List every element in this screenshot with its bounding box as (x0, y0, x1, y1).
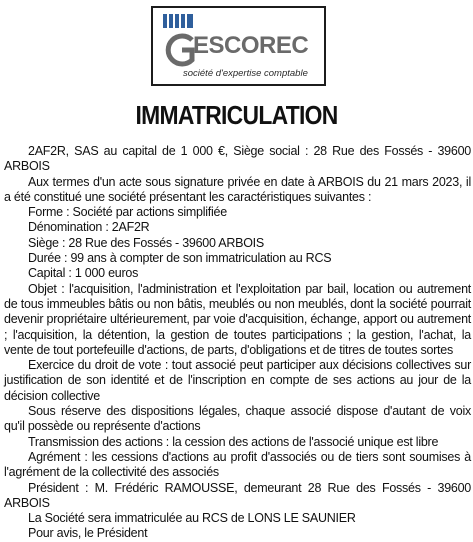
notice-title: IMMATRICULATION (135, 100, 338, 130)
registered-office-line: Siège : 28 Rue des Fossés - 39600 ARBOIS (28, 235, 264, 250)
approval-paragraph: Agrément : les cessions d'actions au profit d'associés ou de tiers sont soumises à l'agrément de la collectivité des associés (4, 449, 471, 480)
company-header-line: 2AF2R, SAS au capital de 1 000 €, Siège social : 28 Rue des Fossés - 39600 ARBOIS (4, 144, 471, 174)
purpose-paragraph: Objet : l'acquisition, l'administration et l'exploitation par bail, location ou autrement de tous immeubles bâtis ou non bâtis, meublés ou non meublés, dont la société pourrait devenir propriétaire ultérieurement, par voie d'acquisition, échange, apport ou autrement ; l'acquisition, la détention, la gestion de toutes participations ; la gestion, l'achat, la vente de tout portefeuille d'actions, de parts, d'obligations et de titres de toutes sortes (4, 281, 471, 357)
company-logo (151, 6, 326, 86)
duration-line: Durée : 99 ans à compter de son immatriculation au RCS (28, 251, 332, 266)
president-paragraph: Président : M. Frédéric RAMOUSSE, demeurant 28 Rue des Fossés - 39600 ARBOIS (4, 480, 471, 510)
votes-paragraph: Sous réserve des dispositions légales, chaque associé dispose d'autant de voix qu'il possède ou représente d'actions (4, 404, 471, 434)
registration-line: La Société sera immatriculée au RCS de LONS LE SAUNIER (28, 511, 356, 526)
voting-rights-paragraph: Exercice du droit de vote : tout associé peut participer aux décisions collectives sur justification de son identité et de l'inscription en compte de ses actions au jour de la décision collective (4, 358, 471, 403)
capital-line: Capital : 1 000 euros (28, 266, 139, 281)
logo-tagline: société d'expertise comptable (183, 68, 308, 79)
form-line: Forme : Société par actions simplifiée (28, 205, 227, 220)
share-transfer-line: Transmission des actions : la cession des actions de l'associé unique est libre (28, 434, 439, 449)
signature-line: Pour avis, le Président (28, 526, 148, 541)
deed-paragraph: Aux termes d'un acte sous signature privée en date à ARBOIS du 21 mars 2023, il a été constitué une société présentant les caractéristiques suivantes : (4, 174, 471, 204)
logo-wordmark: ESCOREC (193, 32, 309, 59)
notice-body (4, 144, 471, 542)
denomination-line: Dénomination : 2AF2R (28, 220, 150, 235)
